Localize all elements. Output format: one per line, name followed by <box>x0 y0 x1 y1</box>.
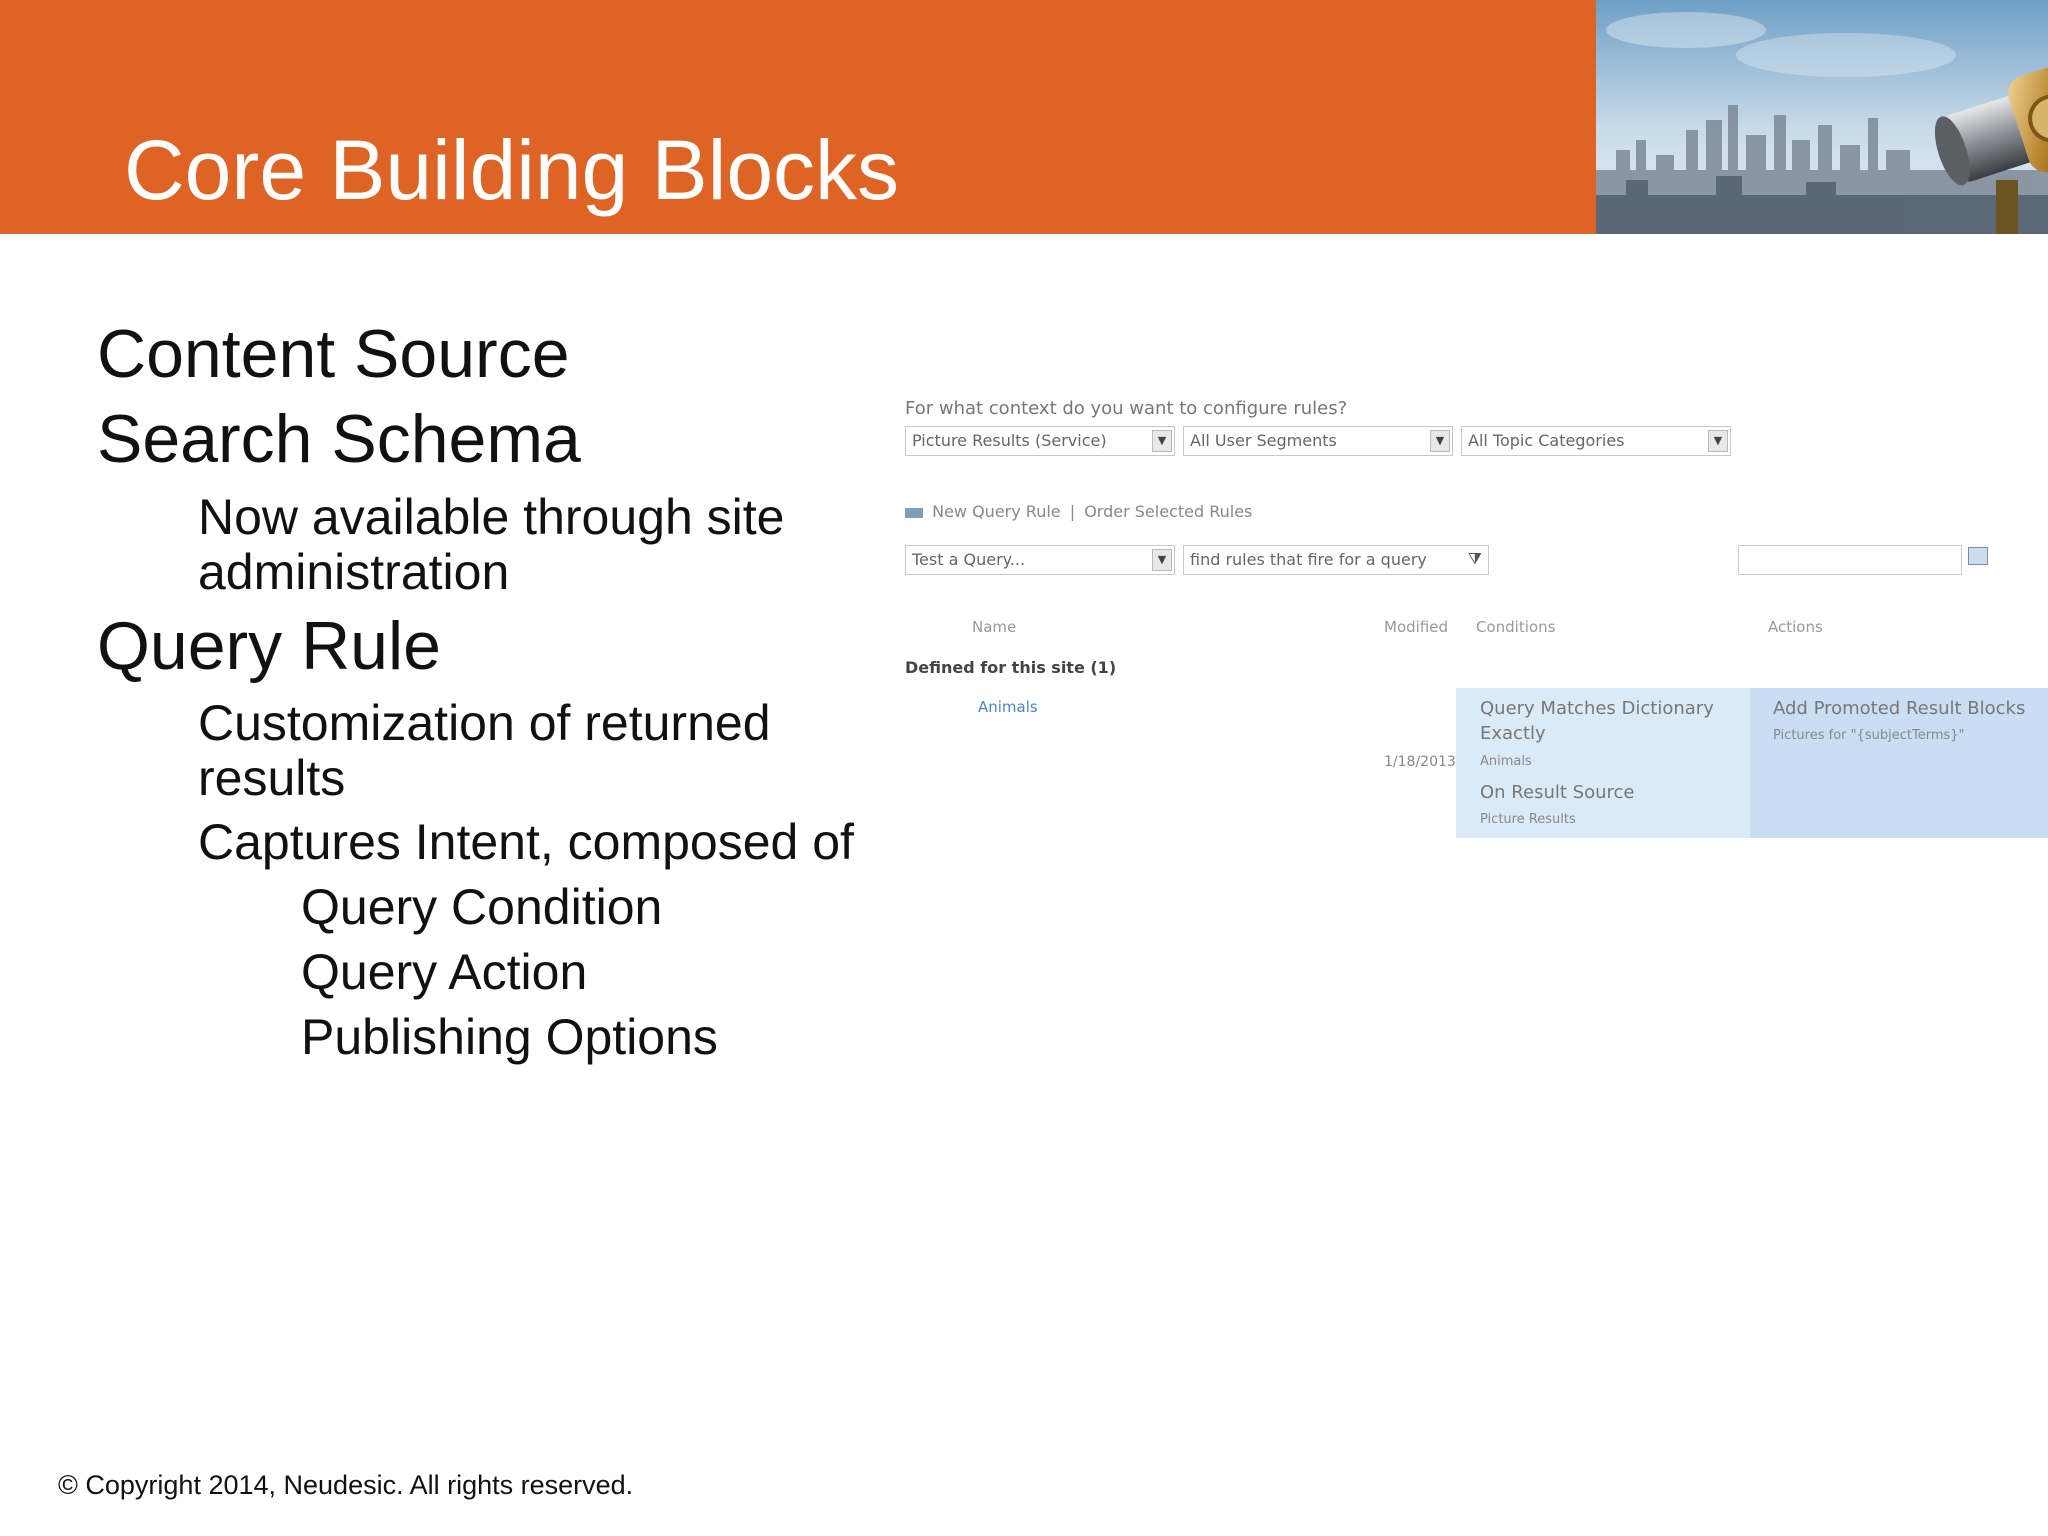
action-detail: Pictures for "{subjectTerms}" <box>1773 728 1965 743</box>
user-segments-value: All User Segments <box>1190 431 1337 450</box>
result-source-value: Picture Results (Service) <box>912 431 1107 450</box>
new-rule-icon <box>905 508 923 518</box>
test-query-dropdown[interactable] <box>905 545 1175 575</box>
column-header-name[interactable]: Name <box>972 618 1017 636</box>
filter-icon[interactable]: ⧩ <box>1467 549 1482 568</box>
calendar-icon[interactable] <box>1968 547 1988 565</box>
rule-modified-date: 1/18/2013 <box>1384 754 1456 770</box>
result-source-dropdown[interactable] <box>905 426 1175 456</box>
condition-1-label-line2: Exactly <box>1480 723 1546 744</box>
city-telescope-image <box>1596 0 2048 234</box>
toolbar <box>905 502 1252 521</box>
chevron-down-icon[interactable]: ▼ <box>1708 430 1728 452</box>
bullet-query-rule: Query Rule <box>97 608 441 684</box>
copyright-footer: © Copyright 2014, Neudesic. All rights reserved. <box>58 1470 634 1500</box>
bullet-rule-sub1-line1: Customization of returned <box>198 695 771 751</box>
toolbar-separator: | <box>1069 502 1076 521</box>
bullet-query-condition: Query Condition <box>301 879 663 935</box>
chevron-down-icon[interactable]: ▼ <box>1430 430 1450 452</box>
order-selected-rules-link[interactable]: Order Selected Rules <box>1084 502 1253 521</box>
condition-2-label: On Result Source <box>1480 782 1635 803</box>
column-header-conditions[interactable]: Conditions <box>1476 618 1556 636</box>
group-label: Defined for this site (1) <box>905 658 1117 677</box>
topic-categories-value: All Topic Categories <box>1468 431 1625 450</box>
bullet-search-schema: Search Schema <box>97 401 581 477</box>
context-question: For what context do you want to configure rules? <box>905 398 1348 419</box>
bullet-publishing-options: Publishing Options <box>301 1009 718 1065</box>
bullet-content-source: Content Source <box>97 316 570 392</box>
column-header-actions[interactable]: Actions <box>1768 618 1823 636</box>
action-label: Add Promoted Result Blocks <box>1773 698 2026 719</box>
chevron-down-icon[interactable]: ▼ <box>1152 430 1172 452</box>
find-rules-input[interactable] <box>1183 545 1489 575</box>
topic-categories-dropdown[interactable] <box>1461 426 1731 456</box>
chevron-down-icon[interactable]: ▼ <box>1152 549 1172 571</box>
bullet-schema-sub-line1: Now available through site <box>198 489 785 545</box>
bullet-rule-sub2: Captures Intent, composed of <box>198 814 854 870</box>
test-query-value: Test a Query... <box>912 550 1026 569</box>
rule-name-link[interactable]: Animals <box>978 698 1038 716</box>
bullet-rule-sub1-line2: results <box>198 750 346 806</box>
condition-1-label: Query Matches Dictionary <box>1480 698 1714 719</box>
condition-1-detail: Animals <box>1480 754 1532 769</box>
bullet-schema-sub-line2: administration <box>198 544 510 600</box>
column-header-modified[interactable]: Modified <box>1384 618 1449 636</box>
query-rules-screenshot <box>900 390 2048 850</box>
bullet-query-action: Query Action <box>301 944 588 1000</box>
search-box[interactable] <box>1738 545 1962 575</box>
user-segments-dropdown[interactable] <box>1183 426 1453 456</box>
condition-2-detail: Picture Results <box>1480 812 1576 827</box>
find-rules-placeholder: find rules that fire for a query <box>1190 550 1427 569</box>
new-query-rule-link[interactable]: New Query Rule <box>932 502 1061 521</box>
slide-title: Core Building Blocks <box>124 123 900 217</box>
